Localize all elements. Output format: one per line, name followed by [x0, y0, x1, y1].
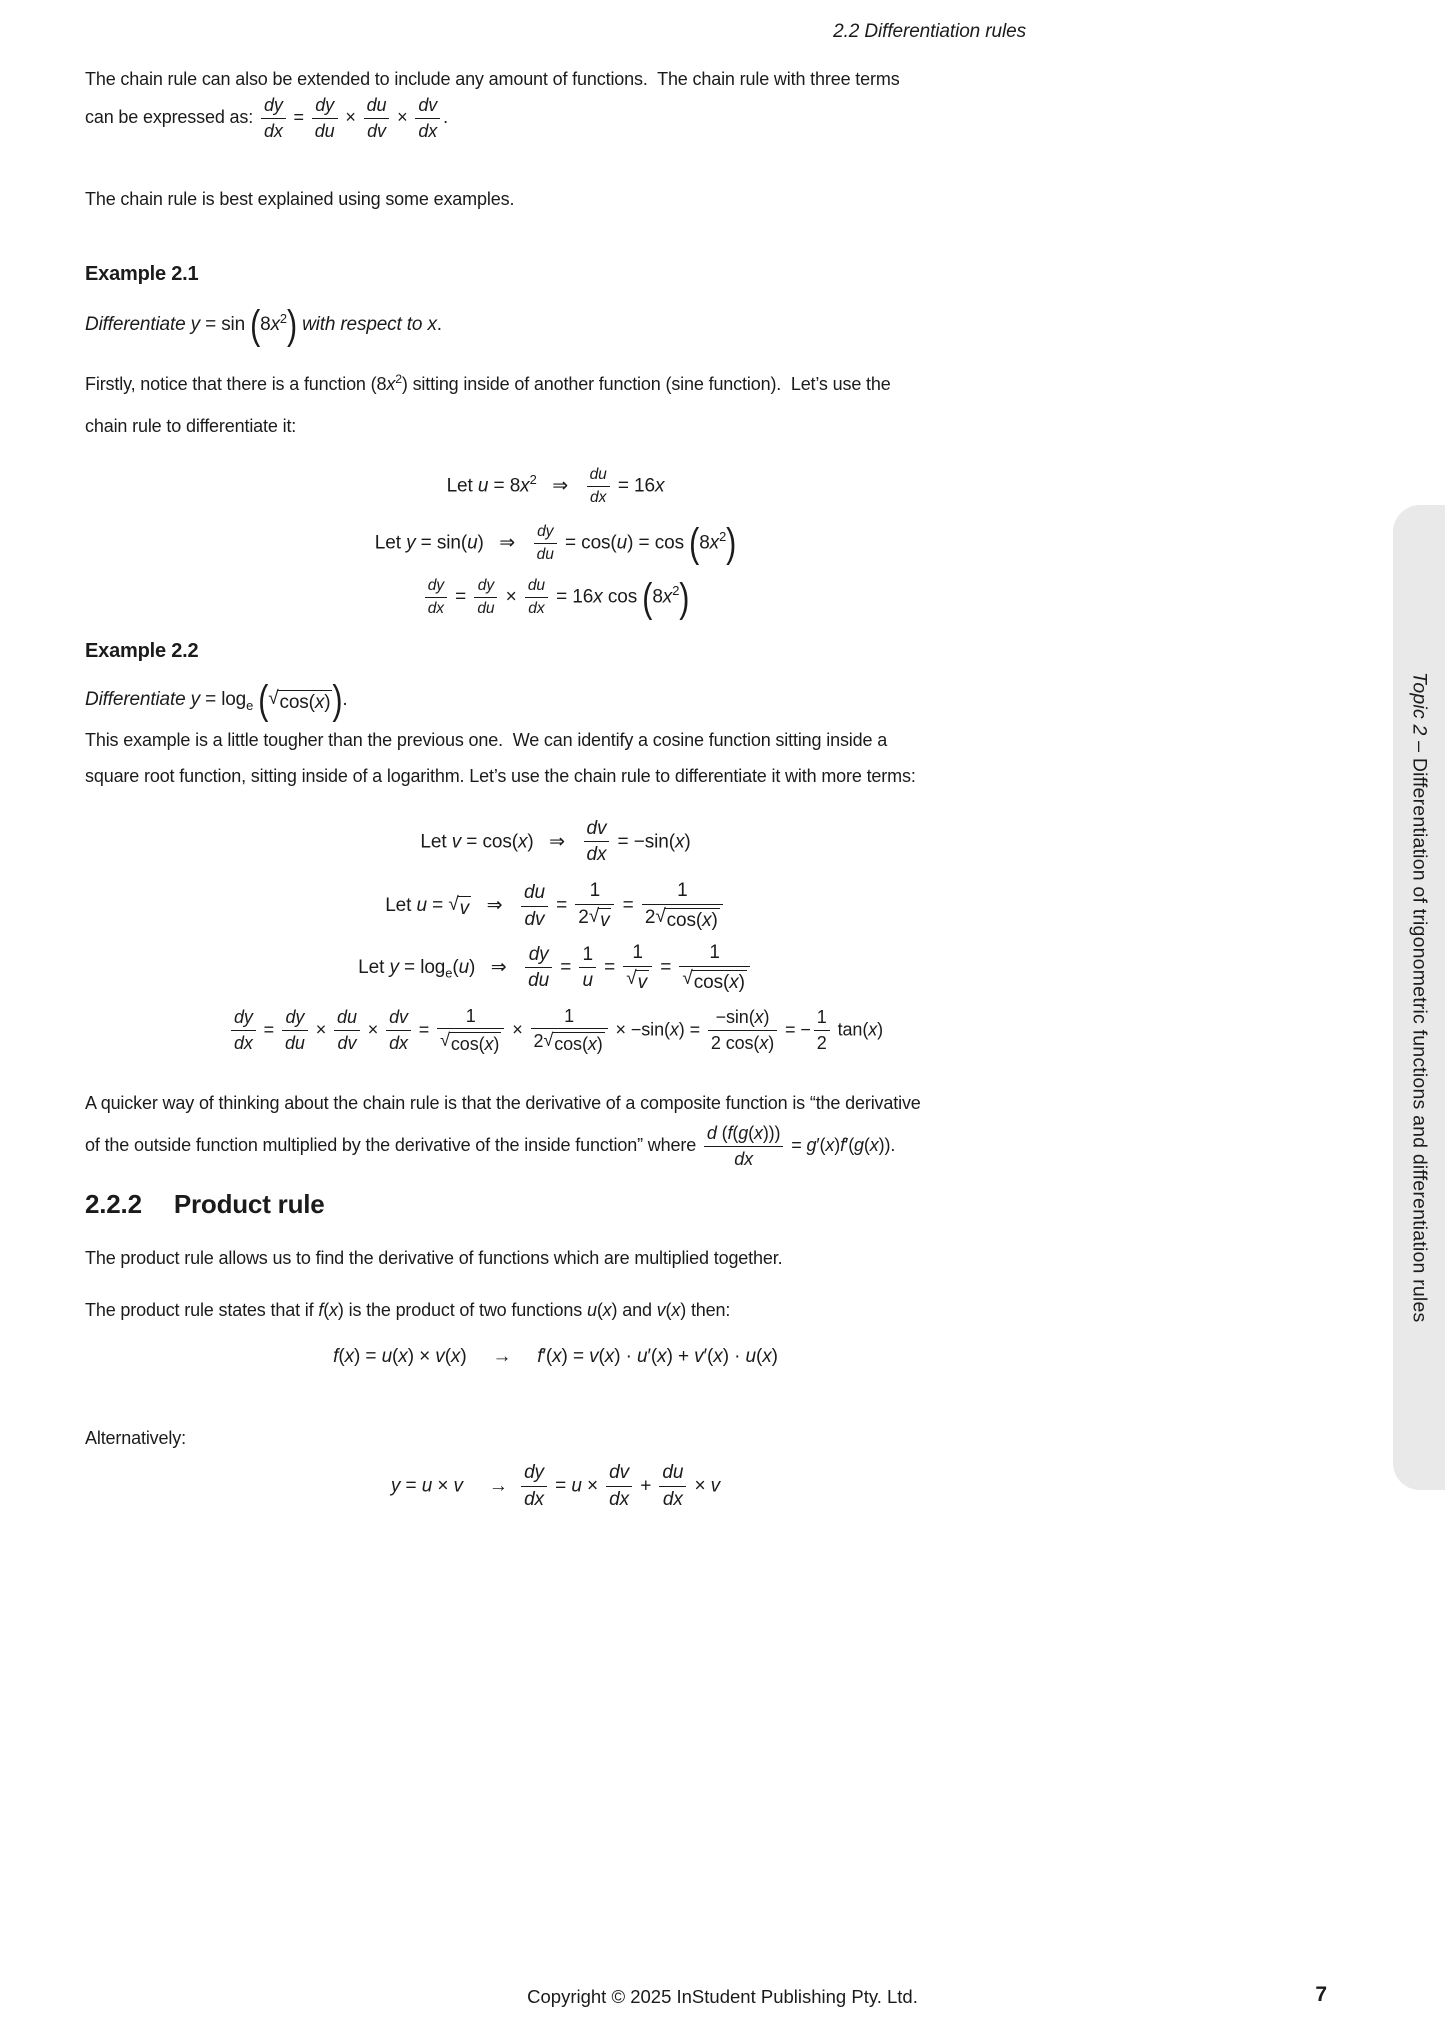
section-number: 2.2.2 [85, 1189, 142, 1220]
example-2-1-explanation-line-1: Firstly, notice that there is a function $(8x^2)$ sitting inside of another function (sine function). Let’s use the [85, 371, 891, 394]
section-title: Product rule [173, 1189, 325, 1220]
quicker-way-paragraph-line-2: of the outside function multiplied by the derivative of the inside function” where $\frac{d (f(g(x)))}{dx}$ = g′(x)f′(g(x)). [85, 1123, 896, 1169]
topic-number-label: Topic 2 – [1408, 672, 1431, 759]
intro-paragraph-2: The chain rule is best explained using some examples. [85, 189, 515, 210]
example-2-2-problem: Differentiate $y = \log_e$ ( √ cos(x) ). [85, 677, 348, 724]
example-2-2-explanation-line-1: This example is a little tougher than the previous one. We can identify a cosine function sitting inside a [85, 729, 888, 750]
example-2-1-heading: Example 2.1 [85, 263, 199, 286]
equation-product-rule: f(x) = u(x) × v(x) → f′(x) = v(x) · u′(x) + v′(x) · u(x) [333, 1346, 778, 1368]
example-2-2-heading: Example 2.2 [85, 640, 199, 663]
equation-chain-result-ex1: $\frac{dy}{dx}$ = $\frac{dy}{du}$ × $\frac{du}{dx}$ = 16x $\cos (8x^2)$ [85, 577, 1026, 618]
page-content [85, 0, 1026, 1511]
product-rule-section-heading [85, 1189, 1026, 1220]
product-rule-paragraph-2: The product rule states that if f(x) is the product of two functions u(x) and v(x) then: [85, 1300, 731, 1321]
topic-thumb-tab-label-text [1408, 672, 1431, 1322]
equation-let-y-sin: Let y = sin(u) ⇒ $\frac{dy}{du}$ = $\cos(u) = \cos (8x^2)$ [374, 519, 737, 566]
equation-let-u: Let $u = 8x^2$ ⇒ $\frac{du}{dx}$ = 16x [446, 465, 665, 506]
equation-let-u-sqrt: Let u = √ v ⇒ $\frac{du}{dv}$ = 1 2 √ v = 1 2 √ cos(x) [85, 880, 1026, 932]
topic-title-label: Differentiation of trigonometric functions and differentiation rules [1408, 758, 1431, 1323]
alternatively-label: Alternatively: [85, 1428, 186, 1449]
intro-paragraph-line-1: The chain rule can also be extended to include any amount of functions. The chain rule with three terms [85, 69, 900, 89]
product-rule-paragraph-1: The product rule allows us to find the derivative of functions which are multiplied together. [85, 1248, 783, 1269]
equation-let-y-log: Let $y = \log_e(u)$ ⇒ $\frac{dy}{du}$ = $\frac{1}{u}$ = 1 √ v = 1 √ cos(x) [85, 942, 1026, 994]
page-footer [0, 1983, 1445, 2008]
equation-product-rule-leibniz: y = u × v → $\frac{dy}{dx}$ = u × $\frac{dv}{dx}$ + $\frac{du}{dx}$ × v [390, 1462, 721, 1511]
topic-thumb-tab-label [1393, 505, 1445, 1490]
page-number: 7 [1315, 1983, 1327, 2006]
intro-paragraph-line-2: can be expressed as: $\frac{dy}{dx}$ = $\frac{dy}{du}$ × $\frac{du}{dv}$ × $\frac{dv}{dx}$ . [85, 95, 448, 141]
equation-let-v-cos: Let v = cos(x) ⇒ $\frac{dv}{dx}$ = −sin(x) [420, 817, 691, 866]
topic-thumb-tab [1393, 505, 1445, 1490]
example-2-2-explanation-line-2: square root function, sitting inside of a logarithm. Let’s use the chain rule to differentiate it with more terms: [85, 765, 916, 786]
example-2-1-explanation-line-2: chain rule to differentiate it: [85, 415, 297, 436]
equation-chain-result-ex2: $\frac{dy}{dx}$ = $\frac{dy}{du}$ × $\frac{du}{dv}$ × $\frac{dv}{dx}$ = 1 √ cos(x) × 1 2 √ cos(x) × −sin(x) = $\frac{-\sin(x)}{2 \cos(x)}$ = − $\frac{1}{2}$ tan(x) [85, 1006, 1026, 1055]
example-2-1-problem: Differentiate $y = \sin (8x^2)$ with respect to x. [85, 302, 442, 349]
running-header: 2.2 Differentiation rules [833, 21, 1026, 42]
footer-copyright: Copyright © 2025 InStudent Publishing Pty. Ltd. [527, 1986, 918, 2007]
quicker-way-paragraph-line-1: A quicker way of thinking about the chain rule is that the derivative of a composite function is “the derivative [85, 1093, 921, 1114]
